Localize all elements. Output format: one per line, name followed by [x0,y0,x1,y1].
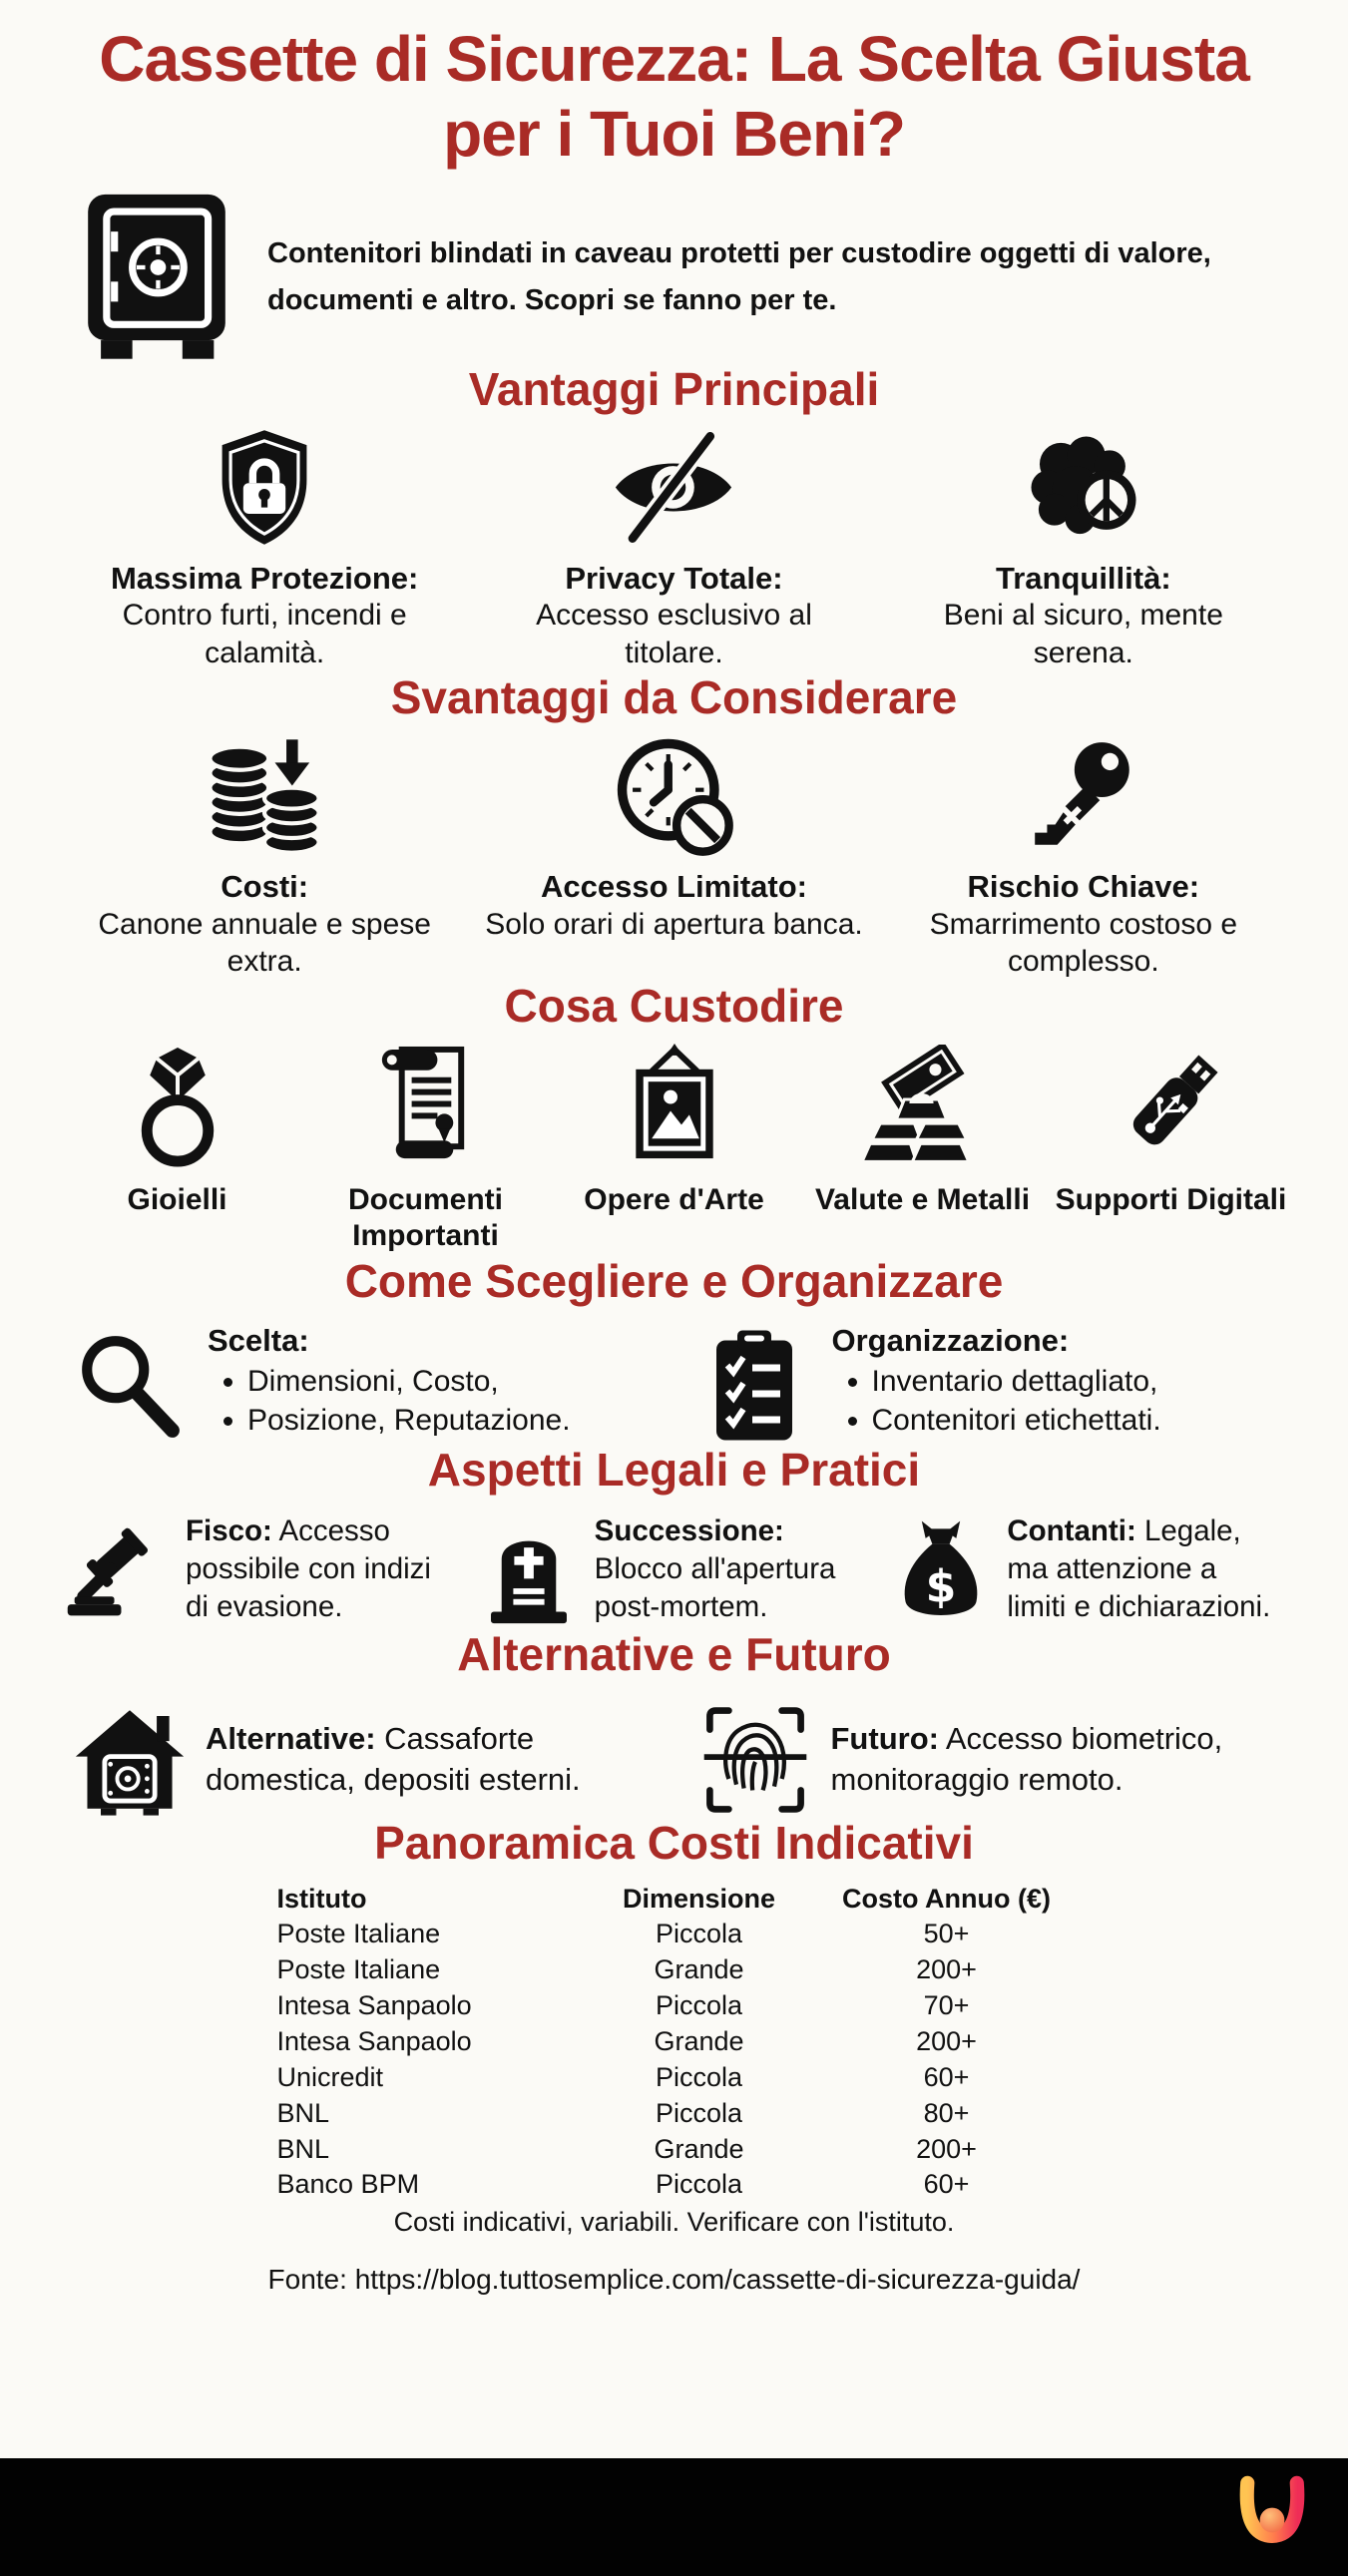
futuro-biometria [697,1703,1277,1817]
bullet-item: • Inventario dettagliato, [872,1362,1161,1402]
svantaggio-costi [74,732,455,980]
futuro-lead: Alternative: [206,1721,376,1757]
custodire-label: Opere d'Arte [584,1182,764,1216]
legali-contanti [891,1512,1282,1628]
section-heading-custodire: Cosa Custodire [504,979,844,1032]
svantaggio-chiave [893,732,1274,980]
legali-lead: Fisco: [186,1513,272,1547]
infographic-page [0,22,1348,2296]
section-heading-vantaggi: Vantaggi Principali [468,362,880,415]
legali-text: Successione: Blocco all'apertura post-mortem. [594,1513,836,1624]
svantaggio-accesso [483,732,864,980]
eye-slash-icon [483,424,864,552]
clock-limited-icon [483,732,864,860]
futuro-alternative [72,1703,652,1817]
costs-header-row [263,1882,1086,1918]
section-heading-svantaggi: Svantaggi da Considerare [390,670,958,723]
col-costo: Costo Annuo (€) [842,1883,1051,1914]
vantaggio-text: Accesso esclusivo al titolare. [536,599,812,669]
magnifier-icon [70,1322,190,1444]
safe-icon [72,192,241,363]
futuro-grid [52,1703,1296,1817]
organizzare-organizzazione [694,1322,1279,1444]
svantaggio-label: Rischio Chiave: [967,868,1200,904]
table-row: Poste Italiane Grande 200+ [276,1954,977,1985]
vantaggio-tranquillita [893,424,1274,671]
bullet-item: • Posizione, Reputazione. [247,1401,571,1441]
custodire-valute [805,1043,1040,1255]
table-row: Intesa Sanpaolo Piccola 70+ [276,1990,970,2021]
table-row: Banco BPM Piccola 60+ [276,2169,970,2200]
table-row: Poste Italiane Piccola 50+ [276,1919,970,1949]
svantaggio-text: Smarrimento costoso e complesso. [929,907,1238,978]
brain-peace-icon [893,424,1274,552]
custodire-arte [557,1043,791,1255]
section-heading-organizzare: Come Scegliere e Organizzare [344,1254,1004,1307]
usb-icon [1054,1043,1288,1168]
gavel-icon [66,1512,170,1628]
intro-section [72,192,1246,363]
table-row: Intesa Sanpaolo Grande 200+ [276,2025,977,2056]
tuttosemplice-logo [1232,2474,1312,2558]
vantaggio-text: Beni al sicuro, mente serena. [943,599,1223,669]
custodire-label: Documenti Importanti [347,1182,503,1253]
fingerprint-scan-icon [697,1703,813,1817]
custodire-documenti [308,1043,543,1255]
costs-table [263,1882,1086,2204]
custodire-gioielli [60,1043,294,1255]
svantaggi-grid [52,732,1296,980]
scroll-icon [308,1043,543,1168]
custodire-label: Gioielli [127,1182,227,1216]
organizzazione-bullets [832,1362,1161,1441]
organizzare-label: Organizzazione: [831,1322,1070,1358]
shield-lock-icon [74,424,455,552]
table-row: BNL Grande 200+ [276,2133,977,2164]
footer-bar [0,2458,1348,2576]
money-bag-icon [891,1512,991,1628]
section-heading-costi: Panoramica Costi Indicativi [374,1816,974,1869]
section-heading-futuro: Alternative e Futuro [457,1627,891,1680]
legali-grid [52,1512,1296,1628]
broken-key-icon [893,732,1274,860]
svantaggio-label: Accesso Limitato: [540,868,807,904]
col-istituto: Istituto [276,1883,367,1914]
svantaggio-text: Canone annuale e spese extra. [98,907,431,978]
custodire-label: Supporti Digitali [1055,1182,1287,1216]
legali-fisco [66,1512,457,1628]
legali-text: Fisco: Accesso possibile con indizi di evasione. [186,1513,431,1624]
legali-successione [479,1512,870,1628]
svantaggio-text: Solo orari di apertura banca. [485,907,863,941]
bullet-item: • Contenitori etichettati. [872,1401,1161,1441]
tombstone-icon [479,1512,579,1628]
bullet-item: • Dimensioni, Costo, [247,1362,571,1402]
vantaggio-protezione [74,424,455,671]
col-dimensione: Dimensione [622,1883,776,1914]
custodire-label: Valute e Metalli [814,1182,1031,1216]
organizzare-grid [52,1322,1296,1444]
ring-icon [60,1043,294,1168]
intro-text: Contenitori blindati in caveau protetti per custodire oggetti di valore, documenti e altro. Scopri se fanno per te. [267,237,1211,316]
page-title: Cassette di Sicurezza: La Scelta Giusta per i Tuoi Beni? [99,23,1249,170]
vantaggi-grid [52,424,1296,671]
legali-lead: Contanti: [1007,1513,1136,1547]
futuro-text: Futuro: Accesso biometrico, monitoraggio remoto. [830,1721,1223,1797]
svg-text:$: $ [925,1561,957,1613]
futuro-text: Alternative: Cassaforte domestica, depositi esterni. [206,1721,581,1797]
organizzare-scelta [70,1322,655,1444]
scelta-bullets [208,1362,571,1441]
legali-text: Contanti: Legale, ma attenzione a limiti e dichiarazioni. [1007,1513,1271,1624]
legali-lead: Successione: [594,1513,784,1547]
clipboard-icon [694,1322,814,1444]
custodire-digitali [1054,1043,1288,1255]
table-row: BNL Piccola 80+ [276,2097,970,2128]
vantaggio-privacy [483,424,864,671]
organizzare-label: Scelta: [208,1322,309,1358]
futuro-lead: Futuro: [830,1721,939,1757]
picture-frame-icon [557,1043,791,1168]
vantaggio-label: Massima Protezione: [110,560,419,596]
home-safe-icon [72,1704,188,1816]
coins-arrow-icon [74,732,455,860]
custodire-grid [52,1043,1296,1255]
vantaggio-label: Privacy Totale: [565,560,783,596]
table-row: Unicredit Piccola 60+ [276,2061,970,2092]
vantaggio-label: Tranquillità: [995,560,1171,596]
svantaggio-label: Costi: [221,868,309,904]
source-line: Fonte: https://blog.tuttosemplice.com/cassette-di-sicurezza-guida/ [267,2264,1081,2296]
gold-bars-icon [805,1043,1040,1168]
section-heading-legali: Aspetti Legali e Pratici [427,1443,921,1496]
costs-note: Costi indicativi, variabili. Verificare con l'istituto. [393,2207,955,2238]
vantaggio-text: Contro furti, incendi e calamità. [122,599,407,669]
